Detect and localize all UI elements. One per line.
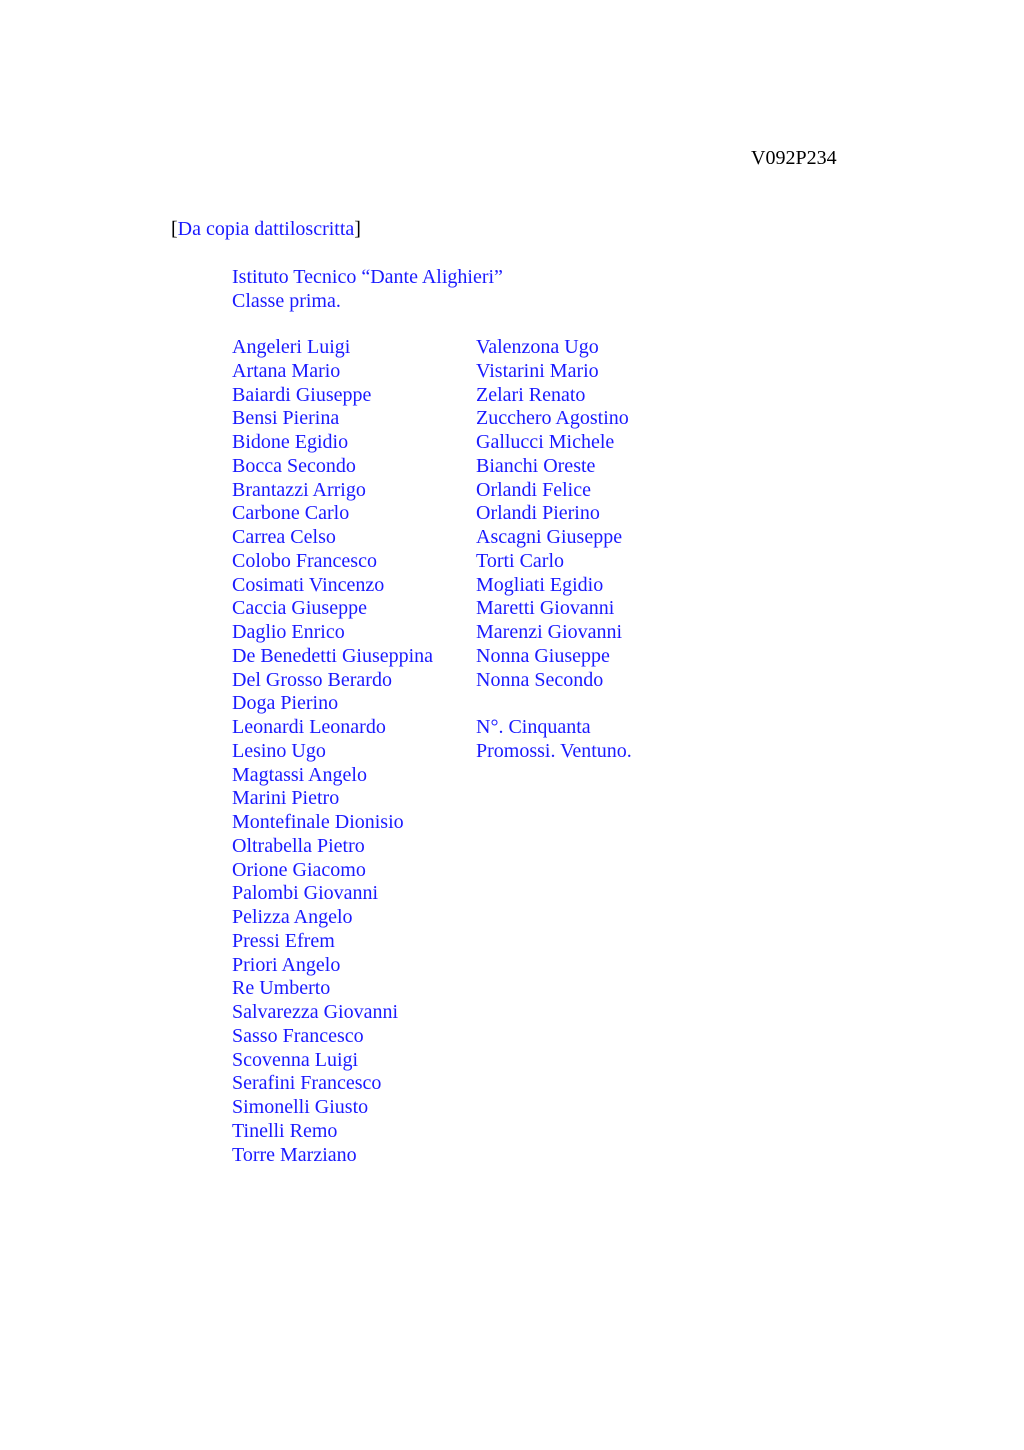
student-name: Scovenna Luigi <box>232 1048 359 1071</box>
student-name: Carbone Carlo <box>232 502 350 525</box>
student-name: Mogliati Egidio <box>476 573 604 596</box>
student-name: Vistarini Mario <box>476 359 599 382</box>
student-name: Cosimati Vincenzo <box>232 573 385 596</box>
student-name: Nonna Giuseppe <box>476 644 610 667</box>
student-name: Orione Giacomo <box>232 858 366 881</box>
student-name: Torre Marziano <box>232 1143 357 1166</box>
source-note <box>171 217 361 241</box>
student-name: Maretti Giovanni <box>476 597 615 620</box>
student-name: Sasso Francesco <box>232 1024 364 1047</box>
student-name: Serafini Francesco <box>232 1072 382 1095</box>
student-name: Montefinale Dionisio <box>232 811 404 833</box>
institute-name: Istituto Tecnico “Dante Alighieri” <box>232 266 503 288</box>
student-name: Bianchi Oreste <box>476 454 596 477</box>
student-name: Baiardi Giuseppe <box>232 383 372 406</box>
document-heading <box>232 265 503 313</box>
student-name: Ascagni Giuseppe <box>476 526 623 548</box>
student-name: Colobo Francesco <box>232 549 377 572</box>
promoted-count: Promossi. Ventuno. <box>476 739 632 762</box>
student-name: Del Grosso Berardo <box>232 668 392 691</box>
open-bracket: [ <box>171 218 178 240</box>
class-name: Classe prima. <box>232 290 341 312</box>
page-code: V092P234 <box>751 147 837 169</box>
student-name: Zucchero Agostino <box>476 407 629 430</box>
student-name: Bidone Egidio <box>232 431 349 453</box>
student-name: Caccia Giuseppe <box>232 597 367 620</box>
student-name: Brantazzi Arrigo <box>232 478 366 501</box>
student-name: Lesino Ugo <box>232 739 326 762</box>
student-name: Torti Carlo <box>476 549 565 572</box>
student-name: Marini Pietro <box>232 787 340 810</box>
student-name: Priori Angelo <box>232 953 341 976</box>
student-name: Angeleri Luigi <box>232 336 351 358</box>
student-name: Re Umberto <box>232 977 331 1000</box>
student-name: Daglio Enrico <box>232 621 345 643</box>
student-name: Gallucci Michele <box>476 431 615 453</box>
student-name: Palombi Giovanni <box>232 882 379 905</box>
class-summary <box>476 716 632 764</box>
student-name: De Benedetti Giuseppina <box>232 644 434 667</box>
student-name: Bensi Pierina <box>232 407 340 430</box>
student-name: Valenzona Ugo <box>476 336 599 358</box>
student-name: Nonna Secondo <box>476 668 604 691</box>
student-name: Orlandi Felice <box>476 478 591 501</box>
student-name: Simonelli Giusto <box>232 1096 369 1118</box>
student-name: Orlandi Pierino <box>476 502 600 525</box>
student-name: Zelari Renato <box>476 383 586 406</box>
student-name: Carrea Celso <box>232 526 336 548</box>
student-name: Magtassi Angelo <box>232 763 367 786</box>
close-bracket: ] <box>354 218 361 240</box>
student-name: Bocca Secondo <box>232 454 356 477</box>
student-name: Oltrabella Pietro <box>232 834 365 857</box>
student-list-left <box>232 336 433 1167</box>
student-name: Doga Pierino <box>232 692 339 715</box>
source-note-text: Da copia dattiloscritta <box>177 218 355 240</box>
student-list-right <box>476 336 629 692</box>
total-count: N°. Cinquanta <box>476 716 591 738</box>
student-name: Marenzi Giovanni <box>476 621 623 643</box>
student-name: Tinelli Remo <box>232 1119 338 1142</box>
student-name: Leonardi Leonardo <box>232 716 386 738</box>
student-name: Pelizza Angelo <box>232 906 353 928</box>
student-name: Salvarezza Giovanni <box>232 1001 399 1023</box>
student-name: Artana Mario <box>232 359 341 382</box>
student-name: Pressi Efrem <box>232 929 335 952</box>
